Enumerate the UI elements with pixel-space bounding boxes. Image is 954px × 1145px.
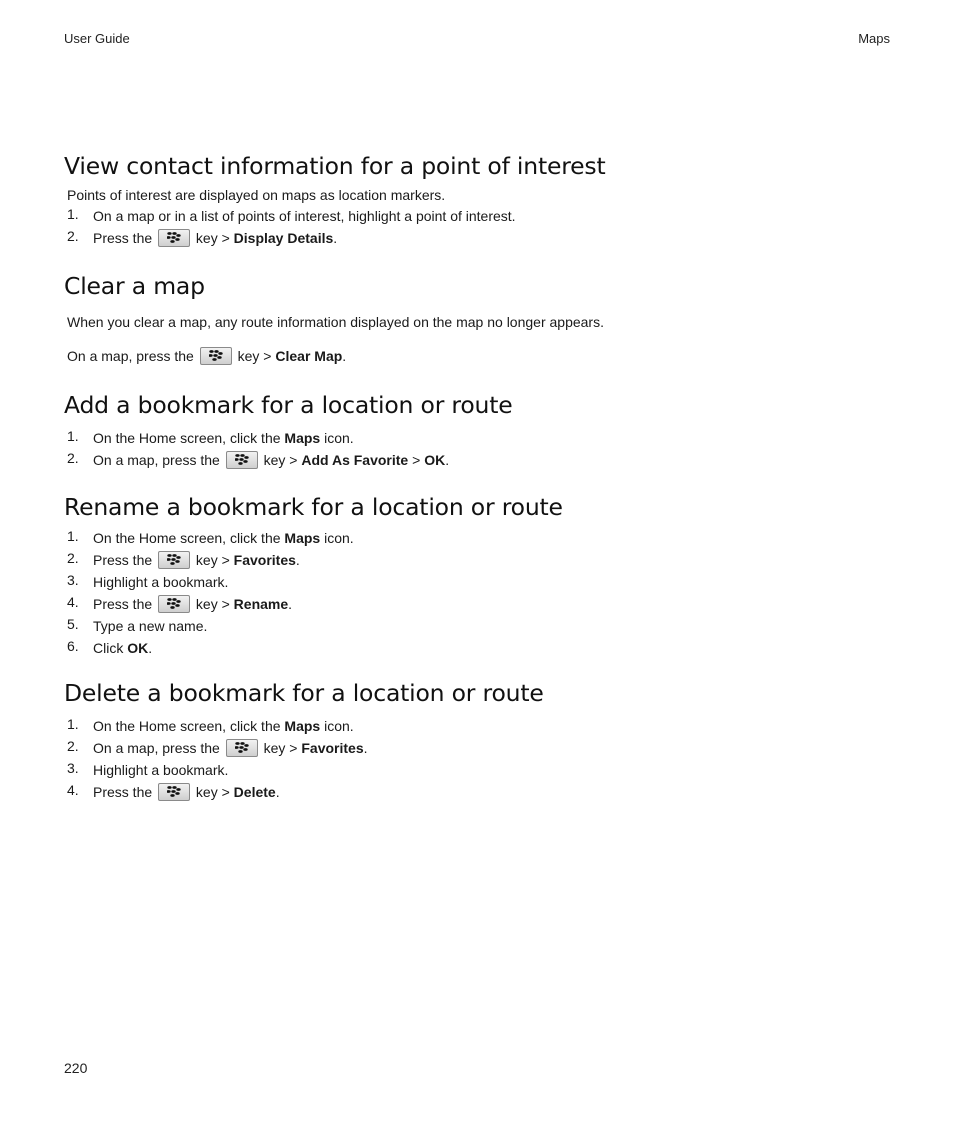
list-item: 2. Press the key > Favorites.: [67, 550, 300, 568]
blackberry-menu-key-icon: [158, 595, 190, 613]
section-title: Delete a bookmark for a location or route: [64, 679, 544, 707]
blackberry-menu-key-icon: [158, 229, 190, 247]
blackberry-menu-key-icon: [158, 783, 190, 801]
list-item: 1. On the Home screen, click the Maps icon.: [67, 528, 354, 546]
section-intro: Points of interest are displayed on maps as location markers.: [67, 187, 446, 203]
section-view-contact-info: [64, 152, 890, 250]
list-item: 2. On a map, press the key > Add As Favorite > OK.: [67, 450, 450, 468]
list-item: 4. Press the key > Rename.: [67, 594, 293, 612]
header-chapter-title: Maps: [858, 31, 890, 46]
blackberry-menu-key-icon: [158, 551, 190, 569]
list-item: 3. Highlight a bookmark.: [67, 572, 229, 590]
blackberry-menu-key-icon: [226, 739, 258, 757]
list-item: 4. Press the key > Delete.: [67, 782, 280, 800]
section-intro: When you clear a map, any route information displayed on the map no longer appears.: [67, 314, 604, 330]
list-item: 3. Highlight a bookmark.: [67, 760, 229, 778]
header-guide-title: User Guide: [64, 31, 130, 46]
section-clear-map: [64, 272, 890, 366]
steps-list: [64, 206, 890, 250]
blackberry-menu-key-icon: [200, 347, 232, 365]
steps-list: [64, 428, 890, 472]
list-item: 1. On a map or in a list of points of interest, highlight a point of interest.: [67, 206, 516, 224]
list-item: 2. On a map, press the key > Favorites.: [67, 738, 368, 756]
list-item: 1. On the Home screen, click the Maps icon.: [67, 428, 354, 446]
section-add-bookmark: [64, 391, 890, 472]
steps-list: [64, 528, 890, 660]
section-rename-bookmark: [64, 493, 890, 660]
page-number: 220: [64, 1060, 88, 1076]
steps-list: [64, 716, 890, 804]
section-title: Clear a map: [64, 272, 205, 300]
blackberry-menu-key-icon: [226, 451, 258, 469]
list-item: 6. Click OK.: [67, 638, 153, 656]
section-delete-bookmark: [64, 679, 890, 804]
section-title: Add a bookmark for a location or route: [64, 391, 513, 419]
list-item: 2. Press the key > Display Details.: [67, 228, 338, 246]
instruction-line: On a map, press the key > Clear Map.: [67, 348, 347, 364]
list-item: 1. On the Home screen, click the Maps icon.: [67, 716, 354, 734]
section-title: Rename a bookmark for a location or route: [64, 493, 563, 521]
section-title: View contact information for a point of interest: [64, 152, 606, 180]
list-item: 5. Type a new name.: [67, 616, 208, 634]
